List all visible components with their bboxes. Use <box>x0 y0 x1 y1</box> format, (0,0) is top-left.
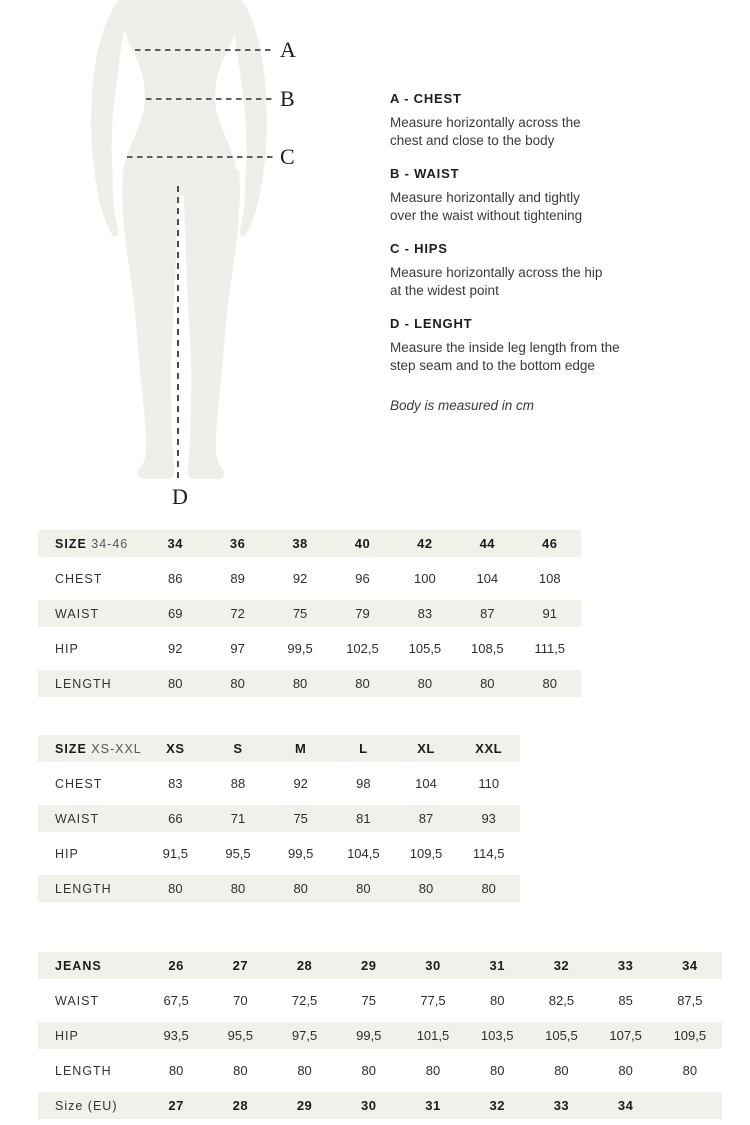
cell-value: 72,5 <box>291 993 318 1008</box>
cell-value: 92 <box>293 776 308 791</box>
cell-value: 95,5 <box>225 846 251 861</box>
cell-value: 80 <box>361 1063 376 1078</box>
cell-value: 105,5 <box>545 1028 578 1043</box>
cell-value: 80 <box>418 881 434 896</box>
table-row <box>38 635 581 662</box>
cell-value: 80 <box>292 676 308 691</box>
cell-value: 95,5 <box>227 1028 253 1043</box>
cell-value: 75 <box>361 993 376 1008</box>
instruction-text <box>390 114 670 149</box>
cell-value: XS <box>166 741 185 756</box>
cell-value: 83 <box>417 606 433 621</box>
cell-value: 109,5 <box>409 846 443 861</box>
cell-value: 105,5 <box>408 641 442 656</box>
table-row <box>38 840 520 867</box>
cell-value: 33 <box>617 958 634 973</box>
cell-value: 77,5 <box>420 993 446 1008</box>
row-label: HIP <box>55 641 79 656</box>
cell-value: 80 <box>480 676 495 691</box>
cell-value: 66 <box>168 811 183 826</box>
row-label: WAIST <box>55 811 100 826</box>
cell-value: 80 <box>233 1063 248 1078</box>
cell-value: 36 <box>229 536 246 551</box>
table-header-row <box>38 530 581 557</box>
cell-value: 91,5 <box>162 846 188 861</box>
cell-value: 80 <box>489 1063 505 1078</box>
table-row <box>38 805 520 832</box>
cell-value: 80 <box>297 1063 312 1078</box>
measure-label-d: D <box>172 484 188 509</box>
cell-value: 80 <box>425 1063 441 1078</box>
cell-value: 114,5 <box>472 846 505 861</box>
cell-value: 103,5 <box>480 1028 514 1043</box>
cell-value: 34 <box>682 958 698 973</box>
row-label: HIP <box>55 846 79 861</box>
cell-value: 104,5 <box>347 846 380 861</box>
cell-value: 28 <box>296 958 313 973</box>
cell-value: 31 <box>425 1098 441 1113</box>
measure-unit-note: Body is measured in cm <box>390 398 535 413</box>
cell-value: 29 <box>296 1098 313 1113</box>
cell-value: 92 <box>167 641 183 656</box>
instruction-length <box>390 316 670 374</box>
cell-value: 80 <box>618 1063 633 1078</box>
cell-value: 31 <box>489 958 505 973</box>
row-label: LENGTH <box>55 1063 112 1078</box>
cell-value: 83 <box>168 776 183 791</box>
cell-value: 80 <box>489 993 505 1008</box>
instruction-title: A - CHEST <box>390 91 462 106</box>
cell-value: 91 <box>542 606 557 621</box>
cell-value: 93 <box>481 811 496 826</box>
row-label: Size (EU) <box>55 1098 118 1113</box>
instruction-chest <box>390 91 670 149</box>
cell-value: 99,5 <box>288 846 314 861</box>
cell-value: 26 <box>168 958 184 973</box>
cell-value: 104 <box>476 571 499 586</box>
table-row <box>38 987 722 1014</box>
cell-value: 99,5 <box>356 1028 382 1043</box>
instruction-title: D - LENGHT <box>390 316 473 331</box>
cell-value: 81 <box>356 811 371 826</box>
cell-value: 29 <box>361 958 377 973</box>
cell-value: 96 <box>355 571 370 586</box>
instruction-line: at the widest point <box>390 282 499 298</box>
instruction-line: Measure the inside leg length from the <box>390 340 620 355</box>
row-label: CHEST <box>55 776 103 791</box>
cell-value: 111,5 <box>534 641 566 656</box>
table-row <box>38 1092 722 1119</box>
cell-value: 30 <box>361 1098 377 1113</box>
row-label: SIZE XS-XXL <box>55 741 142 756</box>
cell-value: 32 <box>489 1098 505 1113</box>
cell-value: 34 <box>167 536 183 551</box>
cell-value: 110 <box>478 776 500 791</box>
cell-value: 75 <box>292 606 308 621</box>
cell-value: 40 <box>354 536 371 551</box>
cell-value: 80 <box>417 676 433 691</box>
cell-value: 87,5 <box>677 993 703 1008</box>
cell-value: M <box>295 741 307 756</box>
cell-value: 34 <box>617 1098 634 1113</box>
cell-value: 80 <box>168 1063 184 1078</box>
measurement-instructions <box>390 91 670 413</box>
instruction-title: B - WAIST <box>390 166 460 181</box>
cell-value: 69 <box>167 606 183 621</box>
instruction-line: Measure horizontally and tightly <box>390 190 580 205</box>
row-label: LENGTH <box>55 676 112 691</box>
cell-value: 42 <box>417 536 433 551</box>
cell-value: 92 <box>292 571 308 586</box>
size-table-jeans <box>38 952 722 1125</box>
size-table-size-34-46 <box>38 530 581 705</box>
table-row <box>38 600 581 627</box>
cell-value: 79 <box>355 606 370 621</box>
body-silhouette <box>0 0 340 512</box>
instruction-title: C - HIPS <box>390 241 448 256</box>
instruction-line: over the waist without tightening <box>390 207 583 223</box>
cell-value: 85 <box>618 993 633 1008</box>
cell-value: 102,5 <box>346 641 379 656</box>
cell-value: 80 <box>293 881 308 896</box>
cell-value: 80 <box>356 881 371 896</box>
cell-value: 27 <box>168 1098 184 1113</box>
cell-value: 38 <box>292 536 308 551</box>
instruction-text <box>390 189 670 224</box>
cell-value: 28 <box>232 1098 249 1113</box>
cell-value: XL <box>417 741 435 756</box>
cell-value: S <box>233 741 243 756</box>
table-row <box>38 670 581 697</box>
cell-value: 71 <box>230 811 246 826</box>
instruction-hips <box>390 241 670 299</box>
row-label: LENGTH <box>55 881 112 896</box>
cell-value: 80 <box>682 1063 698 1078</box>
cell-value: 80 <box>167 676 183 691</box>
instruction-text <box>390 339 670 374</box>
cell-value: 104 <box>415 776 437 791</box>
cell-value: 82,5 <box>548 993 575 1008</box>
measure-label-a: A <box>280 37 296 62</box>
cell-value: 100 <box>414 571 436 586</box>
cell-value: 93,5 <box>163 1028 189 1043</box>
table-row <box>38 1057 722 1084</box>
cell-value: 75 <box>293 811 308 826</box>
cell-value: 80 <box>554 1063 569 1078</box>
measure-label-b: B <box>280 86 295 111</box>
table-row <box>38 565 581 592</box>
cell-value: 80 <box>230 881 246 896</box>
cell-value: 98 <box>356 776 371 791</box>
row-label: WAIST <box>55 606 100 621</box>
cell-value: 88 <box>230 776 246 791</box>
cell-value: 44 <box>479 536 496 551</box>
row-label: SIZE 34-46 <box>55 536 129 551</box>
cell-value: 87 <box>480 606 495 621</box>
cell-value: 67,5 <box>163 993 189 1008</box>
cell-value: 109,5 <box>673 1028 707 1043</box>
cell-value: 86 <box>167 571 183 586</box>
cell-value: 97,5 <box>291 1028 318 1043</box>
row-label: JEANS <box>55 958 102 973</box>
measurement-figure <box>0 0 340 512</box>
size-table-size-xs-xxl <box>38 735 520 910</box>
cell-value: 89 <box>230 571 245 586</box>
cell-value: 70 <box>233 993 248 1008</box>
row-label: HIP <box>55 1028 79 1043</box>
cell-value: 107,5 <box>609 1028 642 1043</box>
cell-value: 33 <box>553 1098 570 1113</box>
cell-value: 80 <box>481 881 496 896</box>
cell-value: L <box>359 741 368 756</box>
cell-value: 32 <box>553 958 570 973</box>
table-header-row <box>38 735 520 762</box>
table-header-row <box>38 952 722 979</box>
cell-value: 80 <box>542 676 557 691</box>
table-row <box>38 875 520 902</box>
cell-value: 72 <box>230 606 245 621</box>
cell-value: 101,5 <box>416 1028 450 1043</box>
cell-value: 87 <box>418 811 434 826</box>
measure-label-c: C <box>280 144 295 169</box>
instruction-waist <box>390 166 670 224</box>
cell-value: 99,5 <box>287 641 313 656</box>
instruction-line: step seam and to the bottom edge <box>390 357 595 373</box>
cell-value: XXL <box>475 741 503 756</box>
instruction-line: chest and close to the body <box>390 132 555 148</box>
cell-value: 97 <box>230 641 245 656</box>
table-row <box>38 770 520 797</box>
cell-value: 80 <box>168 881 183 896</box>
cell-value: 30 <box>425 958 441 973</box>
instruction-line: Measure horizontally across the <box>390 115 581 130</box>
instruction-line: Measure horizontally across the hip <box>390 265 603 280</box>
cell-value: 27 <box>232 958 249 973</box>
cell-value: 46 <box>542 536 558 551</box>
table-row <box>38 1022 722 1049</box>
cell-value: 108 <box>538 571 561 586</box>
row-label: CHEST <box>55 571 103 586</box>
cell-value: 80 <box>230 676 245 691</box>
row-label: WAIST <box>55 993 100 1008</box>
cell-value: 108,5 <box>471 641 504 656</box>
instruction-text <box>390 264 670 299</box>
cell-value: 80 <box>355 676 370 691</box>
